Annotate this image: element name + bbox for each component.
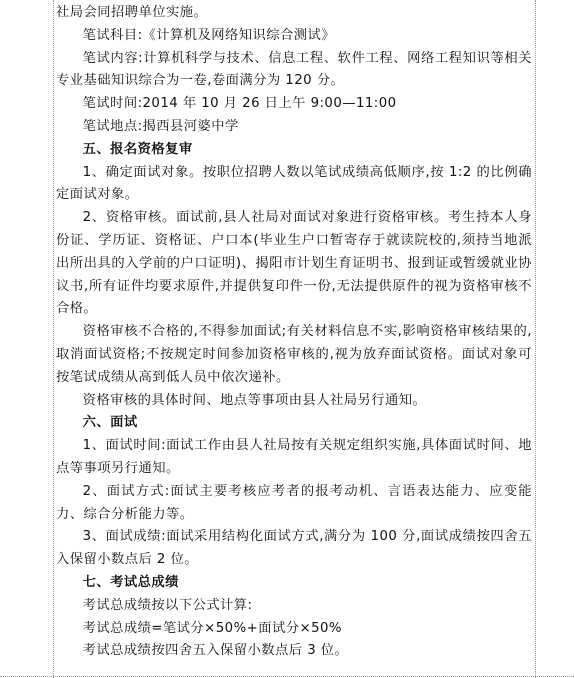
page-margin-guide-left (53, 0, 54, 678)
paragraph-review-notice: 资格审核的具体时间、地点等事项由县人社局另行通知。 (82, 392, 427, 408)
page-margin-guide-bottom (0, 676, 574, 677)
paragraph-interview-candidates: 1、确定面试对象。按职位招聘人数以笔试成绩高低顺序,按 1:2 的比例确定面试对象。 (56, 164, 532, 203)
section-heading-total-score: 七、考试总成绩 (82, 574, 179, 590)
paragraph-formula: 考试总成绩=笔试分×50%+面试分×50% (82, 620, 342, 636)
page-margin-guide-right (535, 0, 536, 678)
paragraph-interview-time: 1、面试时间:面试工作由县人社局按有关规定组织实施,具体面试时间、地点等事项另行通知。 (56, 438, 532, 476)
section-heading-qualification-review: 五、报名资格复审 (82, 141, 193, 157)
section-heading-interview: 六、面试 (82, 415, 138, 431)
paragraph-disqualification: 资格审核不合格的,不得参加面试;有关材料信息不实,影响资格审核结果的,取消面试资格;不按规定时间参加资格审核的,视为放弃面试资格。面试对象可按笔试成绩从高到低人员中依次递补。 (56, 324, 532, 385)
paragraph-interview-method: 2、面试方式:面试主要考核应考者的报考动机、言语表达能力、应变能力、综合分析能力等。 (56, 483, 532, 522)
paragraph-rounding: 考试总成绩按四舍五入保留小数点后 3 位。 (82, 643, 349, 659)
paragraph-qualification-check: 2、资格审核。面试前,县人社局对面试对象进行资格审核。考生持本人身份证、学历证、资格证、户口本(毕业生户口暂寄存于就读院校的,须持当地派出所出具的入学前的户口证明)、揭阳市计划生育证明书、报到证或暂缓就业协议书,所有证件均要求原件,并提供复印件一份,无法提供原件的视为资格审核不合格。 (56, 210, 532, 317)
paragraph-formula-intro: 考试总成绩按以下公式计算: (82, 597, 253, 613)
paragraph-exam-time: 笔试时间:2014 年 10 月 26 日上午 9:00—11:00 (82, 96, 397, 112)
paragraph-exam-location: 笔试地点:揭西县河婆中学 (82, 118, 239, 134)
paragraph-interview-score: 3、面试成绩:面试采用结构化面试方式,满分为 100 分,面试成绩按四舍五入保留小数点后 2 位。 (56, 529, 532, 568)
paragraph-exam-content: 笔试内容:计算机科学与技术、信息工程、软件工程、网络工程知识等相关专业基础知识综合为一卷,卷面满分为 120 分。 (56, 50, 532, 89)
paragraph-exam-subject: 笔试科目:《计算机及网络知识综合测试》 (82, 27, 335, 43)
document-body (56, 2, 532, 663)
paragraph-continuation: 社局会同招聘单位实施。 (56, 5, 208, 20)
